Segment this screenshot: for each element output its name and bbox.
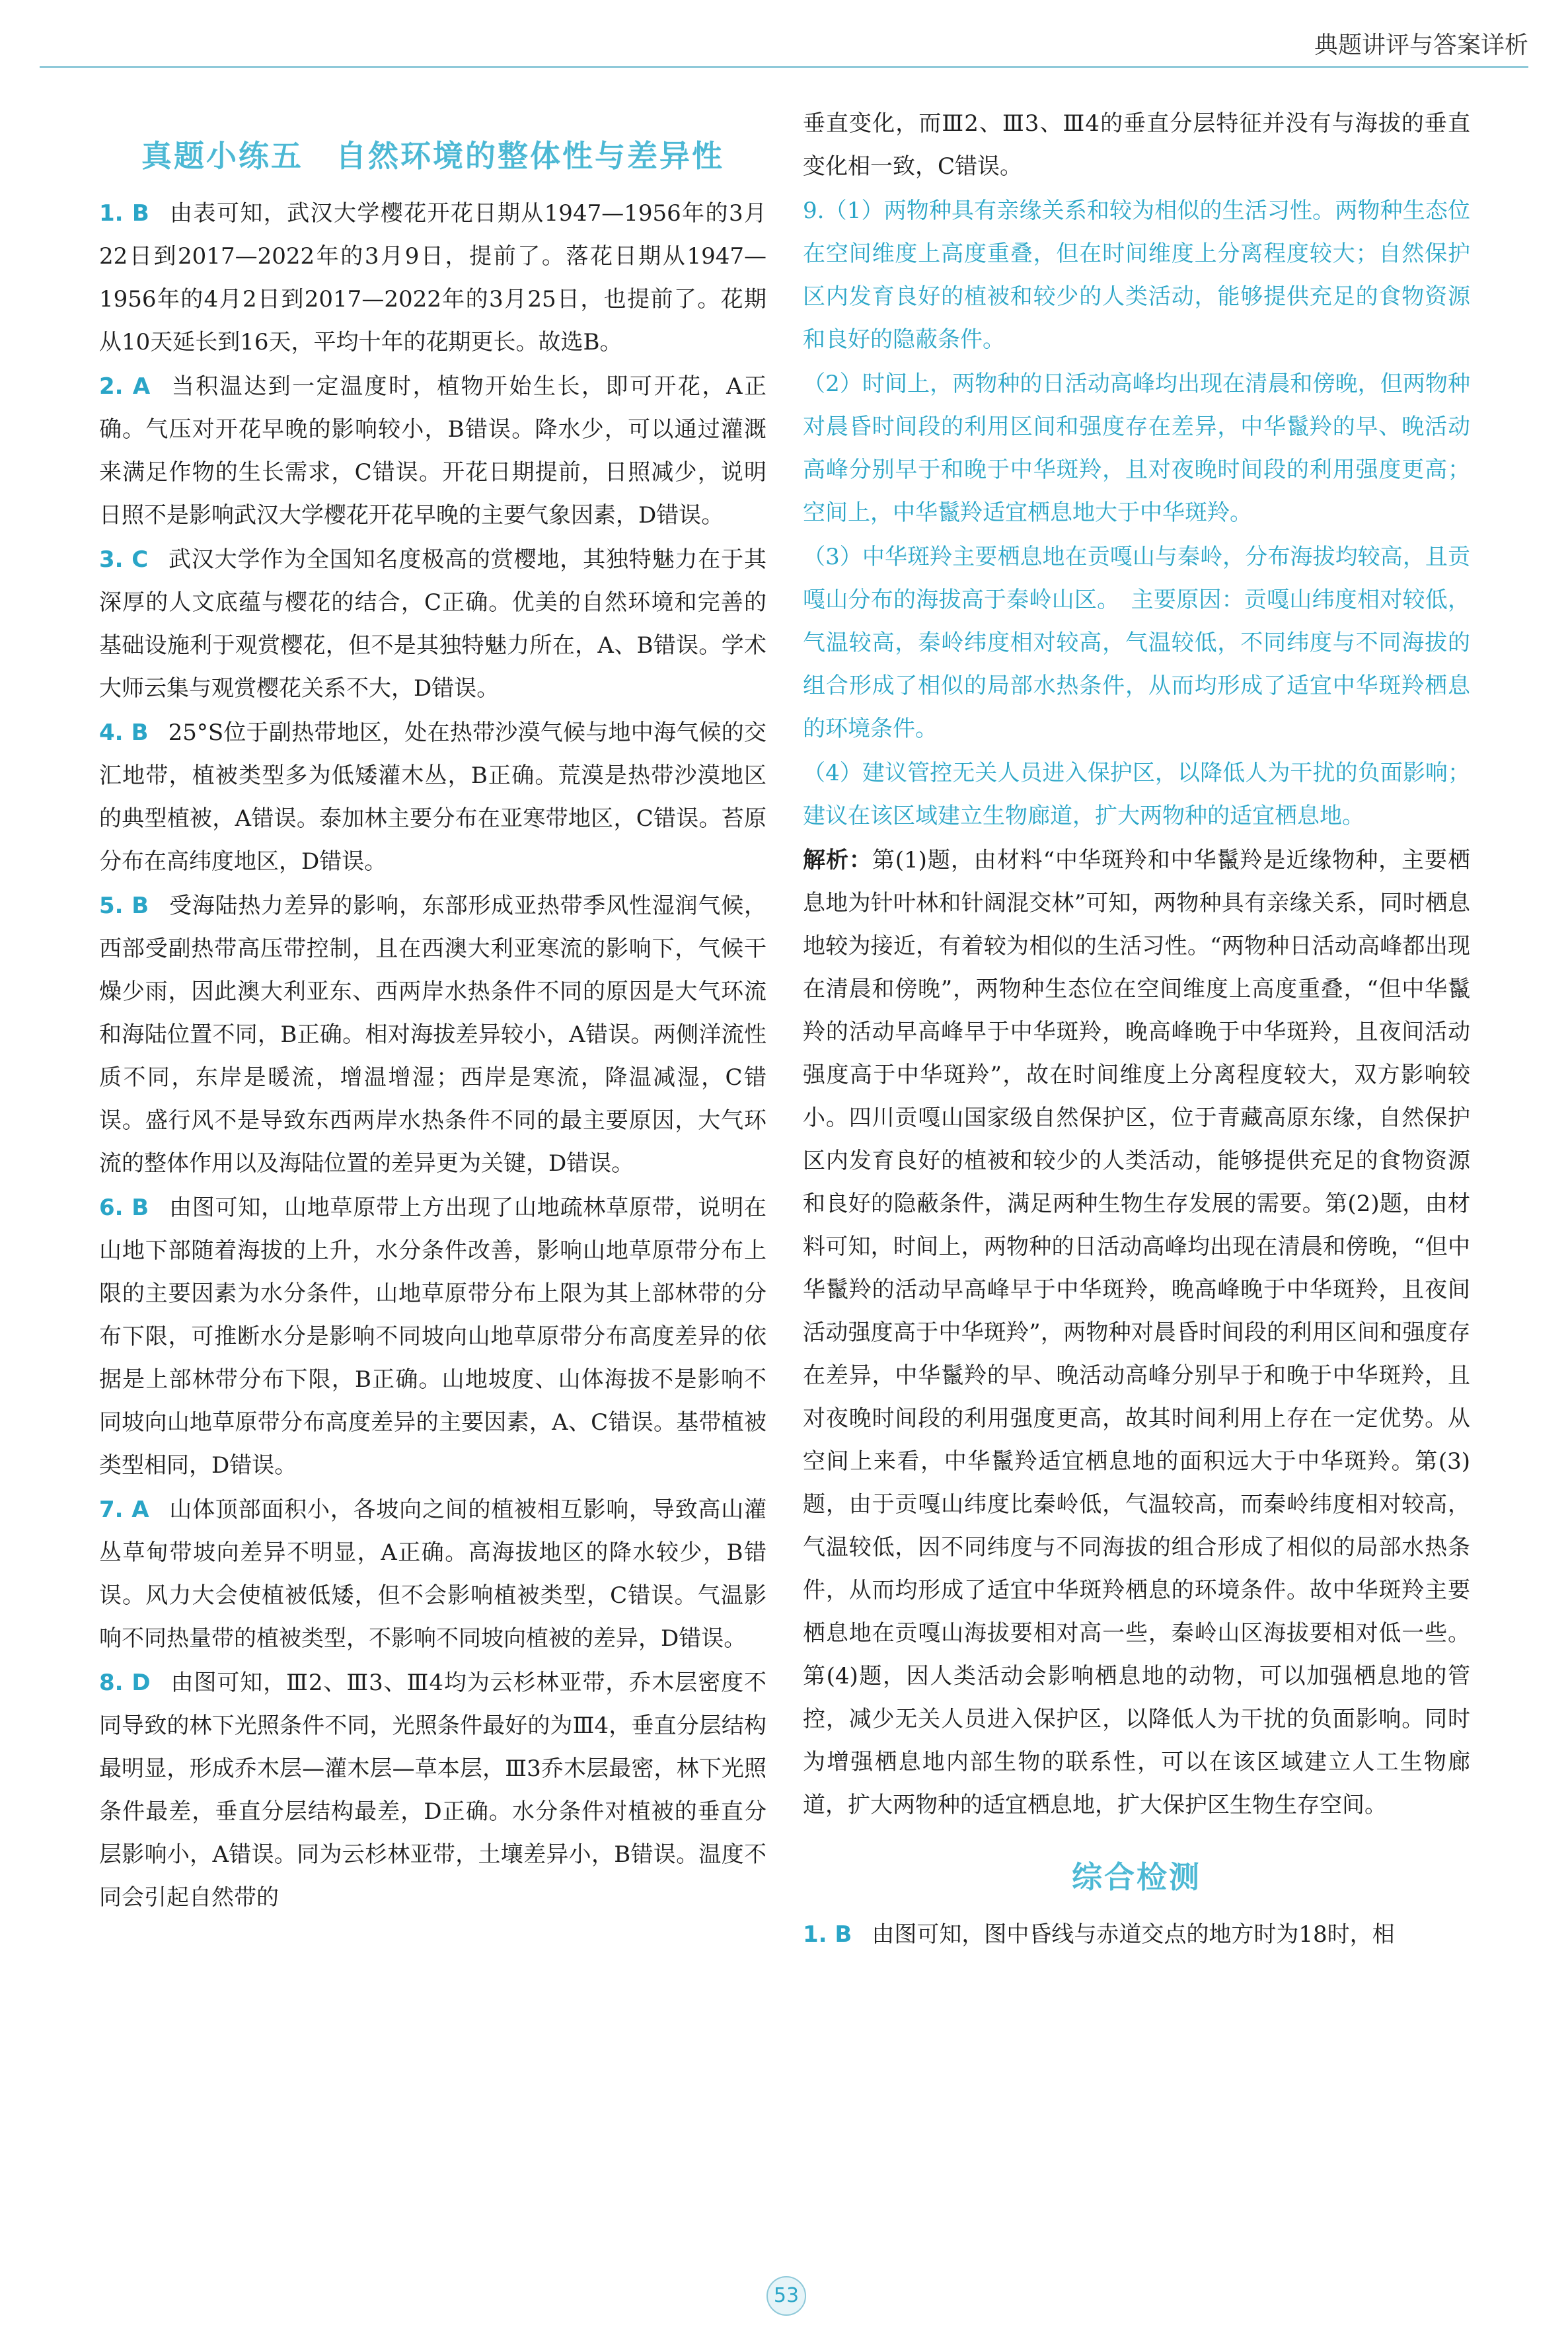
answer-4 — [99, 712, 766, 883]
answer-number: 8. D — [99, 1670, 151, 1696]
answer-number: 6. B — [99, 1195, 149, 1221]
answer-number: 3. C — [99, 546, 149, 573]
section-title-comprehensive: 综合检测 — [1072, 1859, 1201, 1895]
answer-2 — [99, 365, 766, 537]
answer-number: 4. B — [99, 720, 149, 746]
section-title: 真题小练五 自然环境的整体性与差异性 — [141, 138, 724, 174]
answer-9-part-3: （3）中华斑羚主要栖息地在贡嘎山与秦岭，分布海拔均较高，且贡嘎山分布的海拔高于秦岭山区。 主要原因：贡嘎山纬度相对较低，气温较高，秦岭纬度相对较高，气温较低，不同纬度与不同海拔的组合形成了相似的局部水热条件，从而均形成了适宜中华斑羚栖息的环境条件。 — [803, 544, 1470, 742]
header-rule — [40, 66, 1528, 68]
comprehensive-answer-1 — [803, 1913, 1470, 1956]
answer-text: 受海陆热力差异的影响，东部形成亚热带季风性湿润气候，西部受副热带高压带控制，且在西澳大利亚寒流的影响下，气候干燥少雨，因此澳大利亚东、西两岸水热条件不同的原因是大气环流和海陆位置不同，B正确。相对海拔差异较小，A错误。两侧洋流性质不同，东岸是暖流，增温增湿；西岸是寒流，降温减湿，C错误。盛行风不是导致东西两岸水热条件不同的最主要原因，大气环流的整体作用以及海陆位置的差异更为关键，D错误。 — [99, 893, 767, 1177]
answer-text: 武汉大学作为全国知名度极高的赏樱地，其独特魅力在于其深厚的人文底蕴与樱花的结合，C正确。优美的自然环境和完善的基础设施利于观赏樱花，但不是其独特魅力所在，A、B错误。学术大师云集与观赏樱花关系不大，D错误。 — [99, 546, 766, 702]
answer-number: 2. A — [99, 373, 151, 400]
answer-9-part-2: （2）时间上，两物种的日活动高峰均出现在清晨和傍晚，但两物种对晨昏时间段的利用区间和强度存在差异，中华鬣羚的早、晚活动高峰分别早于和晚于中华斑羚，且对夜晚时间段的利用强度更高；空间上，中华鬣羚适宜栖息地大于中华斑羚。 — [803, 371, 1470, 526]
answer-number: 7. A — [99, 1496, 149, 1523]
left-column — [99, 106, 766, 1921]
running-header: 典题讲评与答案详析 — [1314, 32, 1528, 59]
answer-text: 由图可知，Ⅲ2、Ⅲ3、Ⅲ4均为云杉林亚带，乔木层密度不同导致的林下光照条件不同，光照条件最好的为Ⅲ4，垂直分层结构最明显，形成乔木层—灌木层—草本层，Ⅲ3乔木层最密，林下光照条件最差，垂直分层结构最差，D正确。水分条件对植被的垂直分层影响小，A错误。同为云杉林亚带，土壤差异小，B错误。温度不同会引起自然带的 — [99, 1670, 766, 1911]
answer-9-part-1: 9.（1）两物种具有亲缘关系和较为相似的生活习性。两物种生态位在空间维度上高度重叠，但在时间维度上分离程度较大；自然保护区内发育良好的植被和较少的人类活动，能够提供充足的食物资源和良好的隐蔽条件。 — [803, 198, 1470, 353]
answer-8-continuation: 垂直变化，而Ⅲ2、Ⅲ3、Ⅲ4的垂直分层特征并没有与海拔的垂直变化相一致，C错误。 — [803, 110, 1470, 180]
answer-number: 5. B — [99, 893, 149, 919]
answer-text: 山体顶部面积小，各坡向之间的植被相互影响，导致高山灌丛草甸带坡向差异不明显，A正确。高海拔地区的降水较少，B错误。风力大会使植被低矮，但不会影响植被类型，C错误。气温影响不同热量带的植被类型，不影响不同坡向植被的差异，D错误。 — [99, 1496, 766, 1652]
answer-3 — [99, 538, 766, 710]
analysis — [803, 839, 1470, 1827]
answer-7 — [99, 1489, 766, 1660]
answer-9-part-4: （4）建议管控无关人员进入保护区，以降低人为干扰的负面影响；建议在该区域建立生物廊道，扩大两物种的适宜栖息地。 — [803, 760, 1470, 829]
answer-text: 由图可知，山地草原带上方出现了山地疏林草原带，说明在山地下部随着海拔的上升，水分条件改善，影响山地草原带分布上限的主要因素为水分条件，山地草原带分布上限为其上部林带的分布下限，可推断水分是影响不同坡向山地草原带分布高度差异的依据是上部林带分布下限，B正确。山地坡度、山体海拔不是影响不同坡向山地草原带分布高度差异的主要因素，A、C错误。基带植被类型相同，D错误。 — [99, 1195, 767, 1479]
answer-8 — [99, 1662, 766, 1919]
right-column — [803, 102, 1470, 1958]
analysis-label: 解析： — [803, 847, 872, 873]
answer-text: 由表可知，武汉大学樱花开花日期从1947—1956年的3月22日到2017—2022年的3月9日，提前了。落花日期从1947—1956年的4月2日到2017—2022年的3月25日，也提前了。花期从10天延长到16天，平均十年的花期更长。故选B。 — [99, 200, 766, 355]
answer-text: 25°S位于副热带地区，处在热带沙漠气候与地中海气候的交汇地带，植被类型多为低矮灌木丛，B正确。荒漠是热带沙漠地区的典型植被，A错误。泰加林主要分布在亚寒带地区，C错误。苔原分布在高纬度地区，D错误。 — [99, 720, 766, 875]
analysis-text: 第(1)题，由材料“中华斑羚和中华鬣羚是近缘物种，主要栖息地为针叶林和针阔混交林”可知，两物种具有亲缘关系，同时栖息地较为接近，有着较为相似的生活习性。“两物种日活动高峰都出现在清晨和傍晚”，两物种生态位在空间维度上高度重叠，“但中华鬣羚的活动早高峰早于中华斑羚，晚高峰晚于中华斑羚，且夜间活动强度高于中华斑羚”，故在时间维度上分离程度较大，双方影响较小。四川贡嘎山国家级自然保护区，位于青藏高原东缘，自然保护区内发育良好的植被和较少的人类活动，能够提供充足的食物资源和良好的隐蔽条件，满足两种生物生存发展的需要。第(2)题，由材料可知，时间上，两物种的日活动高峰均出现在清晨和傍晚，“但中华鬣羚的活动早高峰早于中华斑羚，晚高峰晚于中华斑羚，且夜间活动强度高于中华斑羚”，两物种对晨昏时间段的利用区间和强度存在差异，中华鬣羚的早、晚活动高峰分别早于和晚于中华斑羚，且对夜晚时间段的利用强度更高，故其时间利用上存在一定优势。从空间上来看，中华鬣羚适宜栖息地的面积远大于中华斑羚。第(3)题，由于贡嘎山纬度比秦岭低，气温较高，而秦岭纬度相对较高，气温较低，因不同纬度与不同海拔的组合形成了相似的局部水热条件，从而均形成了适宜中华斑羚栖息的环境条件。故中华斑羚主要栖息地在贡嘎山海拔要相对高一些，秦岭山区海拔要相对低一些。第(4)题，因人类活动会影响栖息地的动物，可以加强栖息地的管控，减少无关人员进入保护区，以降低人为干扰的负面影响。同时为增强栖息地内部生物的联系性，可以在该区域建立人工生物廊道，扩大两物种的适宜栖息地，扩大保护区生物生存空间。 — [803, 847, 1471, 1818]
answer-6 — [99, 1187, 766, 1487]
answer-number: 1. B — [99, 200, 149, 227]
answer-number: 1. B — [803, 1921, 852, 1948]
answer-5 — [99, 885, 766, 1185]
answer-text: 当积温达到一定温度时，植物开始生长，即可开花，A正确。气压对开花早晚的影响较小，B错误。降水少，可以通过灌溉来满足作物的生长需求，C错误。开花日期提前，日照减少，说明日照不是影响武汉大学樱花开花早晚的主要气象因素，D错误。 — [99, 373, 766, 529]
page-number: 53 — [766, 2276, 806, 2316]
answer-1 — [99, 192, 766, 364]
answer-text: 由图可知，图中昏线与赤道交点的地方时为18时，相 — [872, 1921, 1395, 1948]
